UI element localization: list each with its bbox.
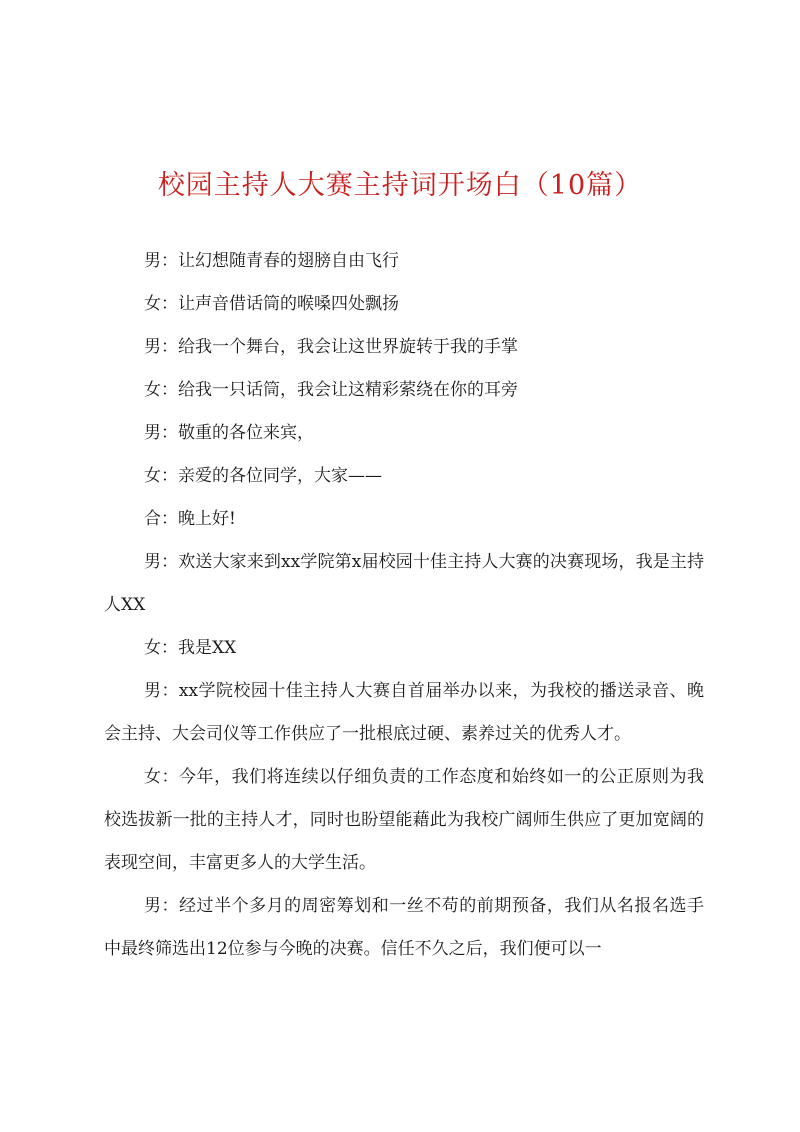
paragraph-3: 男：给我一个舞台，我会让这世界旋转于我的手掌 — [144, 337, 518, 357]
paragraph-1: 男：让幻想随青春的翅膀自由飞行 — [144, 251, 399, 271]
paragraph-4: 女：给我一只话筒，我会让这精彩萦绕在你的耳旁 — [144, 380, 518, 400]
paragraph-10: 男：xx学院校园十佳主持人大赛自首届举办以来，为我校的播送录音、晚会主持、大会司仪等工作供应了一批根底过硬、素养过关的优秀人才。 — [104, 681, 704, 744]
paragraph-6: 女：亲爱的各位同学，大家—— — [144, 466, 382, 486]
paragraph-8: 男：欢送大家来到xx学院第x届校园十佳主持人大赛的决赛现场，我是主持人XX — [104, 552, 704, 615]
paragraph-7: 合：晚上好! — [144, 509, 236, 529]
document-body — [104, 240, 704, 971]
paragraph-11: 女：今年，我们将连续以仔细负责的工作态度和始终如一的公正原则为我校选拔新一批的主持人才，同时也盼望能藉此为我校广阔师生供应了更加宽阔的表现空间，丰富更多人的大学生活。 — [104, 767, 704, 873]
paragraph-2: 女：让声音借话筒的喉嗓四处飘扬 — [144, 294, 399, 314]
paragraph-5: 男：敬重的各位来宾， — [144, 423, 314, 443]
document-title: 校园主持人大赛主持词开场白（10篇） — [157, 170, 643, 201]
paragraph-12: 男：经过半个多月的周密筹划和一丝不苟的前期预备，我们从名报名选手中最终筛选出12位参与今晚的决赛。信任不久之后，我们便可以一 — [104, 896, 704, 959]
paragraph-9: 女：我是XX — [144, 638, 237, 658]
